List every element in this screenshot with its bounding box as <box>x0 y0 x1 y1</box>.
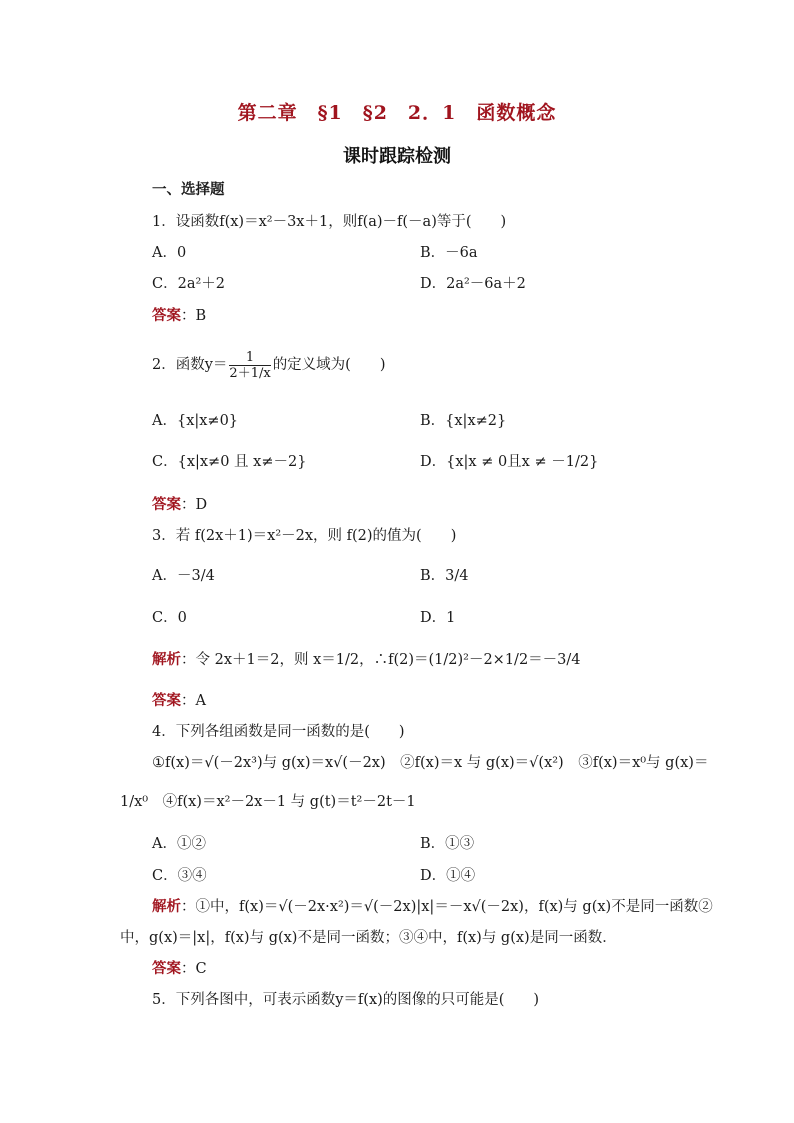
analysis-label: 解析 <box>152 651 181 668</box>
q2-stem-suffix: 的定义域为( ) <box>272 357 386 373</box>
chapter-title: 第二章 §1 §2 2．1 函数概念 <box>237 102 557 124</box>
q3-option-a: A．－3/4 <box>152 568 215 584</box>
q2-option-d: D．{x|x ≠ 0且x ≠ －1/2} <box>420 454 599 470</box>
question-3-stem: 3．若 f(2x＋1)＝x²－2x，则 f(2)的值为( ) <box>152 528 457 544</box>
answer-label: 答案 <box>152 496 181 513</box>
q1-option-d: D．2a²－6a＋2 <box>420 276 526 292</box>
q3-option-c: C．0 <box>152 610 187 626</box>
q2-option-c: C．{x|x≠0 且 x≠－2} <box>152 454 307 470</box>
question-4-stem: 4．下列各组函数是同一函数的是( ) <box>152 724 405 740</box>
q4-groups-line-1: ①f(x)＝√(－2x³)与 g(x)＝x√(－2x) ②f(x)＝x 与 g(x)＝√(x²) ③f(x)＝x⁰与 g(x)＝ <box>152 755 709 771</box>
q2-fraction-num: 1 <box>245 349 255 365</box>
q3-answer <box>152 691 206 711</box>
q4-analysis-line-1 <box>152 897 713 917</box>
q4-analysis-line-2: 中，g(x)＝|x|，f(x)与 g(x)不是同一函数；③④中，f(x)与 g(x)是同一函数． <box>120 930 617 946</box>
q1-option-b: B．－6a <box>420 245 478 261</box>
question-2-stem <box>152 340 386 390</box>
q3-analysis-text: ：令 2x＋1＝2，则 x＝1/2，∴f(2)＝(1/2)²－2×1/2＝－3/4 <box>181 652 581 668</box>
analysis-label: 解析 <box>152 898 181 915</box>
section-heading: 一、选择题 <box>152 181 225 198</box>
q2-option-a: A．{x|x≠0} <box>152 413 239 429</box>
q1-answer <box>152 306 206 326</box>
answer-label: 答案 <box>152 307 181 324</box>
q2-answer-value: ：D <box>181 497 208 513</box>
q1-answer-value: ：B <box>181 308 207 324</box>
q2-fraction-den: 2＋1/x <box>229 365 271 381</box>
q1-option-a: A．0 <box>152 245 187 261</box>
page-subtitle: 课时跟踪检测 <box>343 146 451 167</box>
q3-analysis <box>152 650 581 670</box>
q4-analysis-text-1: ：①中，f(x)＝√(－2x·x²)＝√(－2x)|x|＝－x√(－2x)，f(x)与 g(x)不是同一函数② <box>181 899 713 915</box>
question-5-stem: 5．下列各图中，可表示函数y＝f(x)的图像的只可能是( ) <box>152 992 540 1008</box>
answer-label: 答案 <box>152 960 181 977</box>
q4-option-a: A．①② <box>152 836 206 852</box>
q1-option-c: C．2a²＋2 <box>152 276 226 292</box>
q3-option-b: B．3/4 <box>420 568 469 584</box>
q2-stem-prefix: 2．函数y＝ <box>152 357 228 373</box>
q2-answer <box>152 495 207 515</box>
question-1-stem: 1．设函数f(x)＝x²－3x＋1，则f(a)－f(－a)等于( ) <box>152 214 507 230</box>
q4-option-c: C．③④ <box>152 868 207 884</box>
q3-answer-value: ：A <box>181 693 206 709</box>
q2-fraction <box>229 350 270 381</box>
q2-option-b: B．{x|x≠2} <box>420 413 507 429</box>
answer-label: 答案 <box>152 692 181 709</box>
q4-answer-value: ：C <box>181 961 207 977</box>
q4-option-d: D．①④ <box>420 868 476 884</box>
q4-groups-line-2: 1/x⁰ ④f(x)＝x²－2x－1 与 g(t)＝t²－2t－1 <box>120 794 416 810</box>
q3-option-d: D．1 <box>420 610 456 626</box>
q4-option-b: B．①③ <box>420 836 475 852</box>
q4-answer <box>152 959 207 979</box>
